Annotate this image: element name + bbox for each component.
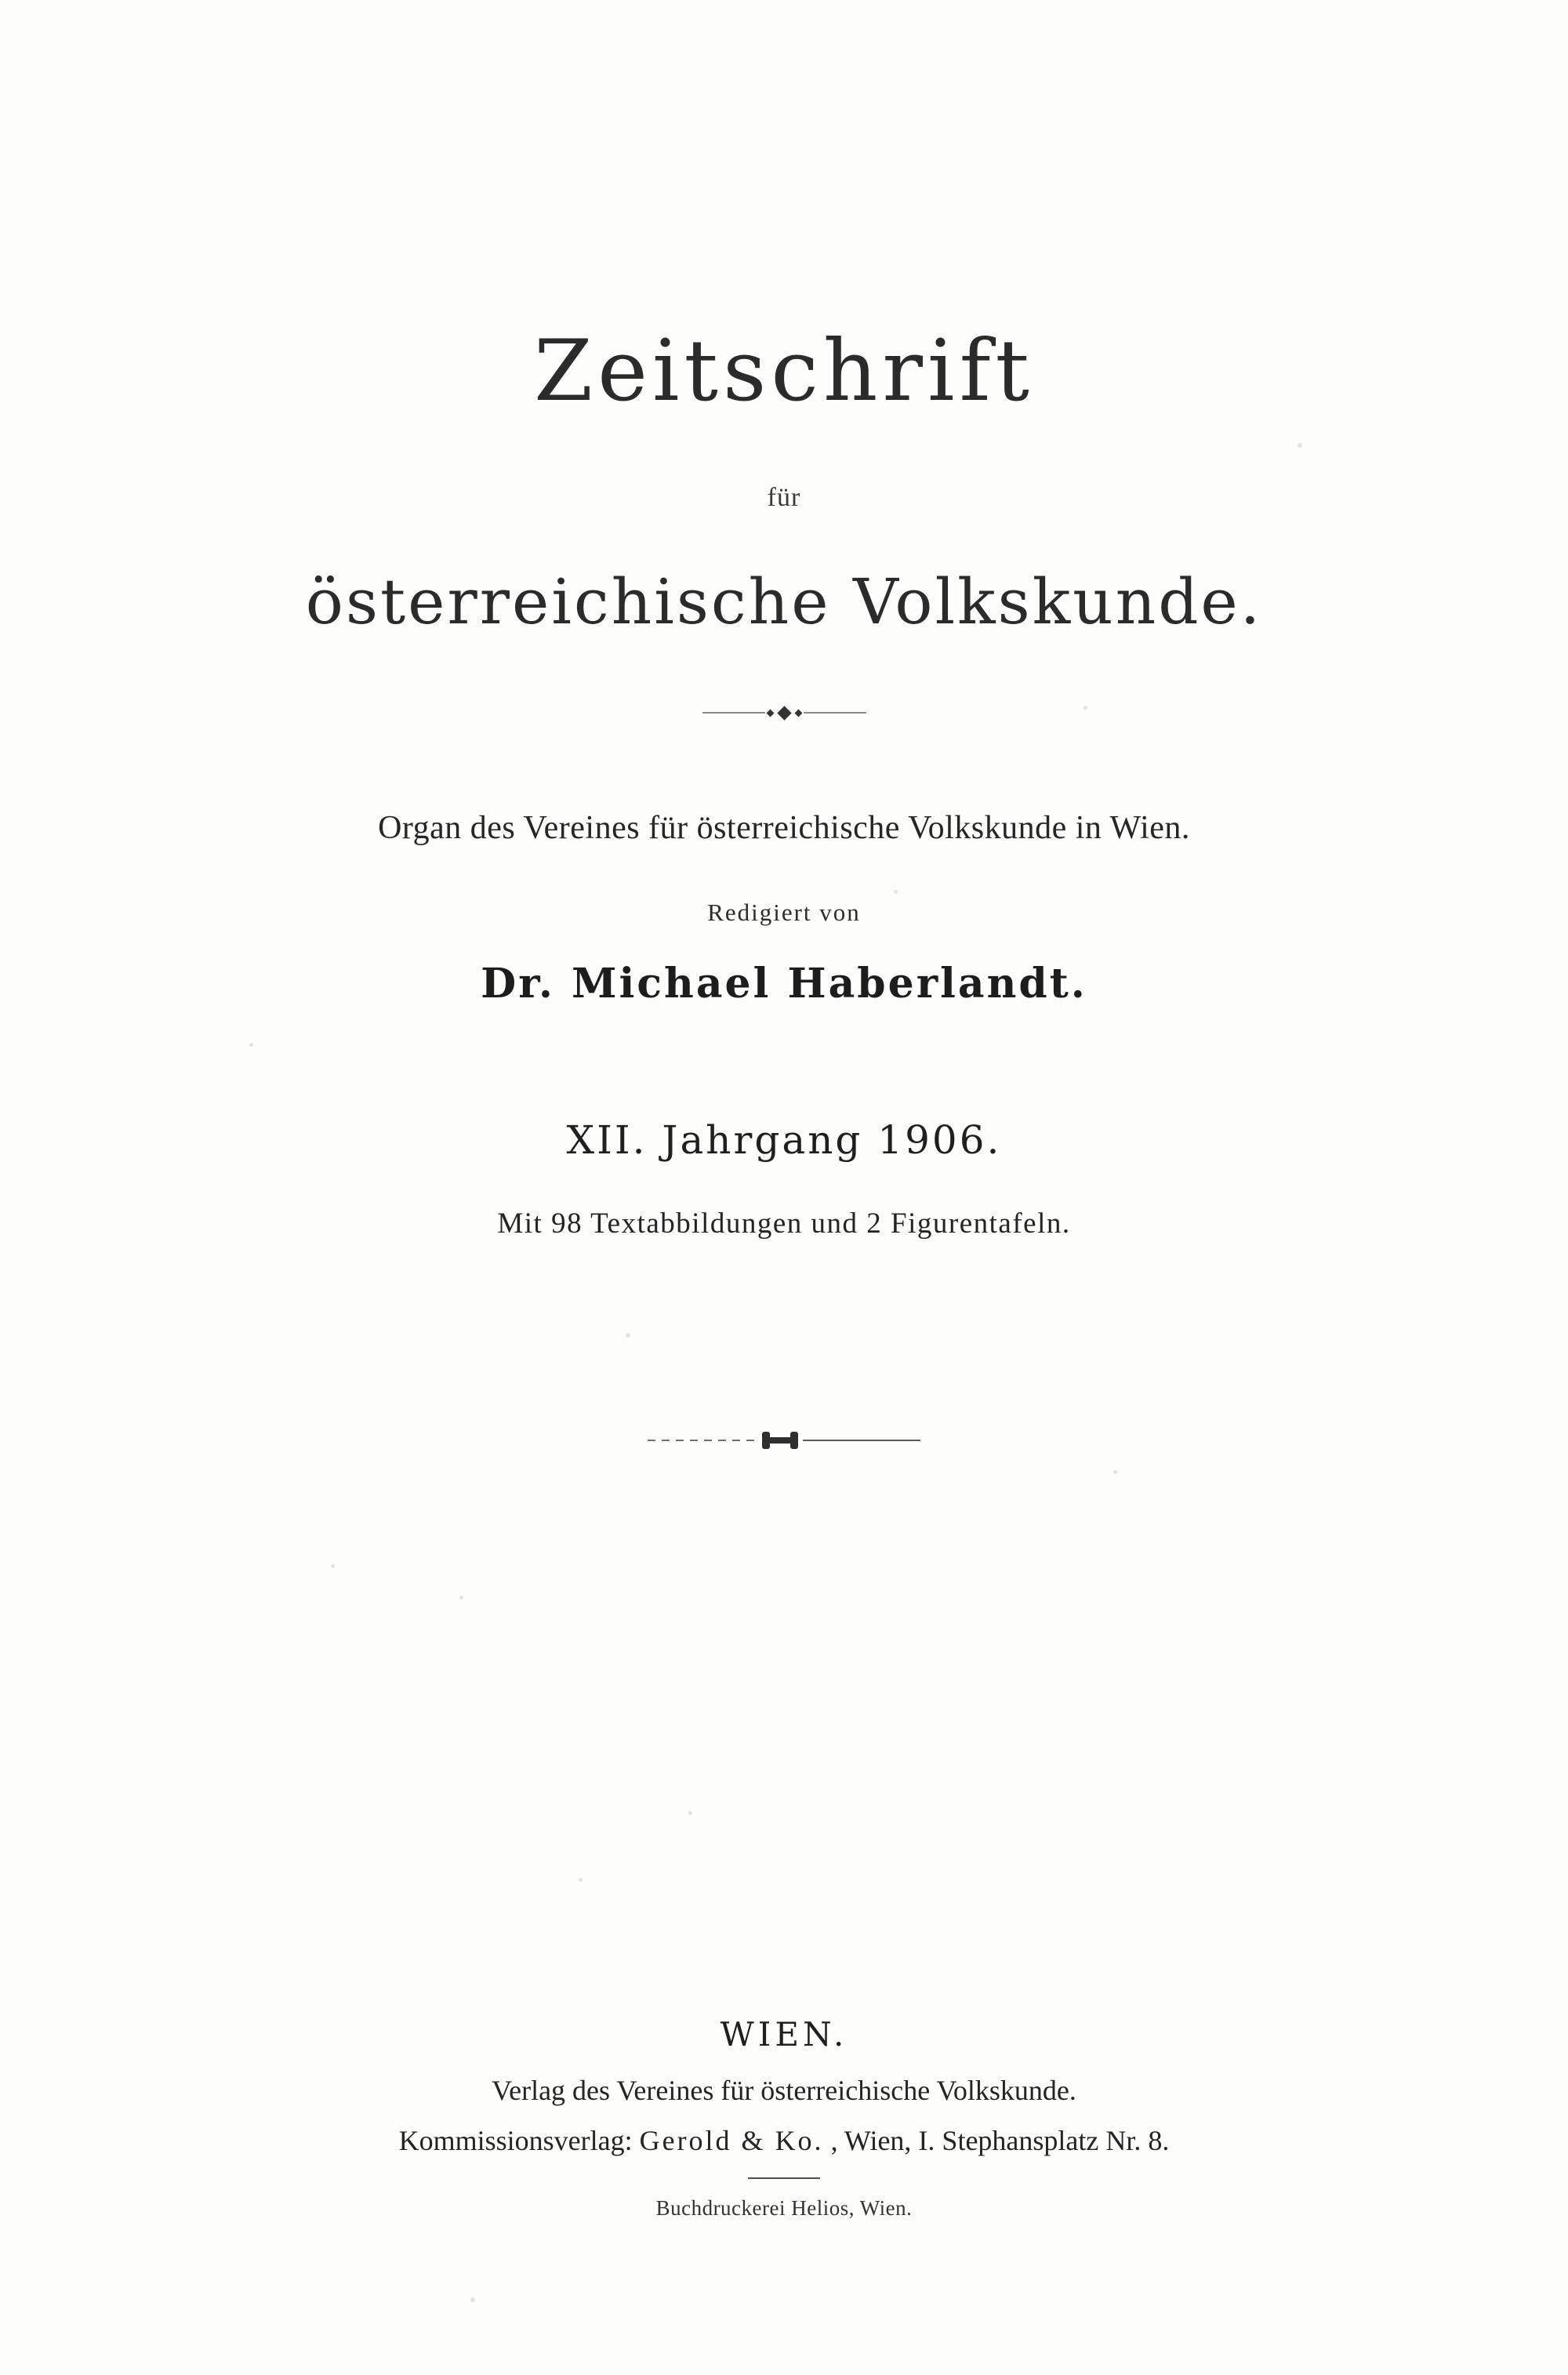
ornament-rule-left (702, 712, 765, 714)
imprint-commission (0, 2124, 1568, 2157)
edited-by-label: Redigiert von (707, 899, 861, 926)
ornament-barbell (762, 1432, 798, 1449)
ornament-rule-right (803, 1440, 920, 1441)
diamond-rule-ornament-icon (0, 703, 1568, 723)
barbell-rule-ornament-icon (0, 1429, 1568, 1452)
title-connector: für (767, 483, 801, 512)
imprint-divider (748, 2177, 820, 2179)
journal-title: Zeitschrift (534, 322, 1034, 420)
journal-subtitle: österreichische Volkskunde. (305, 565, 1263, 638)
imprint-commission-prefix: Kommissionsverlag: (398, 2125, 640, 2156)
scan-speckle (470, 2297, 475, 2302)
ornament-bar (770, 1437, 790, 1444)
ornament-dot-right (794, 709, 802, 717)
scan-speckle (459, 1596, 463, 1600)
imprint-publisher: Verlag des Vereines für österreichische Volkskunde. (492, 2075, 1076, 2106)
imprint-block (0, 2015, 1568, 2221)
scan-speckle (688, 1811, 692, 1815)
scan-speckle (331, 1564, 335, 1568)
organ-line: Organ des Vereines für österreichische Volkskunde in Wien. (378, 810, 1190, 846)
ornament-dashes-left (648, 1440, 757, 1441)
imprint-commission-suffix: , Wien, I. Stephansplatz Nr. 8. (830, 2125, 1170, 2156)
editor-name: Dr. Michael Haberlandt. (481, 960, 1087, 1008)
scan-speckle (579, 1878, 583, 1882)
imprint-printer: Buchdruckerei Helios, Wien. (655, 2196, 913, 2220)
illustrations-line: Mit 98 Textabbildungen und 2 Figurentafeln. (497, 1207, 1071, 1240)
ornament-cap-left (762, 1432, 770, 1449)
ornament-diamond (777, 706, 791, 720)
imprint-city: WIEN. (720, 2015, 848, 2054)
volume-line: XII. Jahrgang 1906. (566, 1117, 1002, 1163)
ornament-rule-right (804, 712, 866, 714)
ornament-cap-right (790, 1432, 798, 1449)
imprint-commission-firm: Gerold & Ko. (639, 2125, 824, 2156)
ornament-dot-left (766, 709, 774, 717)
scan-speckle (1113, 1470, 1117, 1474)
